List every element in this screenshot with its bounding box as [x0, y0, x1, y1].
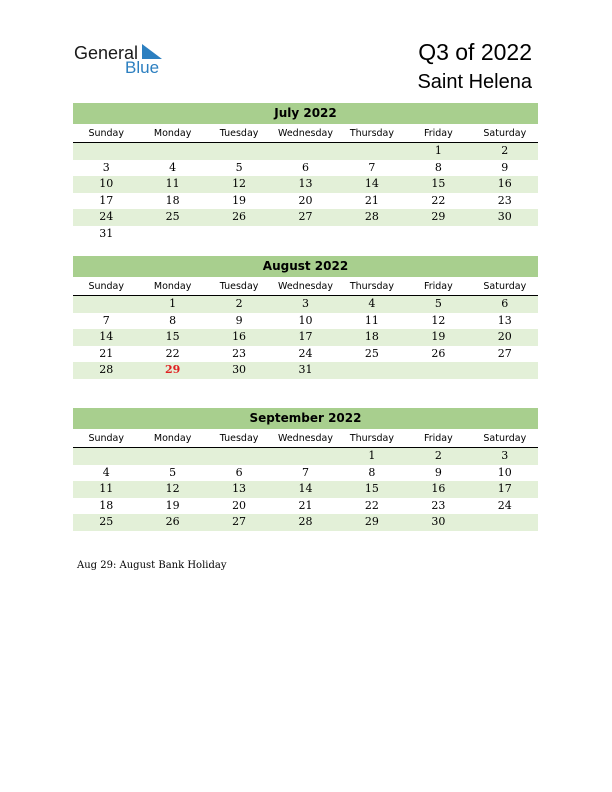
weekday-label: Tuesday — [219, 128, 259, 139]
weekday-header-row — [73, 278, 538, 296]
weekday-label: Thursday — [349, 433, 395, 444]
weekday-label: Tuesday — [219, 433, 259, 444]
day-cell: 9 — [235, 313, 243, 327]
day-cell: 3 — [102, 160, 110, 174]
day-cell: 22 — [165, 346, 180, 360]
weekday-label: Saturday — [483, 433, 527, 444]
empty-day-cell — [472, 226, 538, 243]
day-cell: 22 — [364, 498, 379, 512]
empty-day-cell — [272, 226, 338, 243]
weekday-label: Saturday — [483, 128, 527, 139]
day-cell: 2 — [235, 297, 243, 310]
weekday-label: Friday — [423, 433, 453, 444]
week-row — [73, 329, 538, 346]
day-cell: 25 — [99, 515, 114, 529]
day-cell: 23 — [497, 193, 512, 207]
logo-text-blue: Blue — [125, 58, 160, 77]
week-row — [73, 313, 538, 330]
day-cell: 17 — [99, 193, 114, 207]
week-row — [73, 143, 538, 160]
day-cell: 10 — [99, 177, 114, 191]
day-cell: 7 — [102, 313, 110, 327]
day-cell: 13 — [298, 177, 313, 191]
empty-day-cell — [339, 143, 405, 160]
day-cell: 21 — [298, 498, 313, 512]
day-cell: 23 — [431, 498, 446, 512]
day-cell: 27 — [497, 346, 512, 360]
empty-day-cell — [472, 362, 538, 379]
day-cell: 24 — [298, 346, 313, 360]
day-cell: 2 — [501, 144, 509, 157]
day-cell: 12 — [232, 177, 247, 191]
day-cell: 20 — [298, 193, 313, 207]
day-cell: 2 — [434, 449, 442, 462]
day-cell: 16 — [232, 330, 247, 344]
day-cell: 9 — [434, 465, 442, 479]
weekday-label: Monday — [153, 433, 192, 444]
day-cell: 22 — [431, 193, 446, 207]
day-cell: 24 — [99, 210, 114, 224]
day-cell: 29 — [364, 515, 379, 529]
week-row — [73, 296, 538, 313]
day-cell: 1 — [169, 297, 177, 310]
empty-day-cell — [73, 448, 139, 465]
week-row — [73, 498, 538, 515]
day-cell: 11 — [165, 177, 180, 191]
empty-day-cell — [472, 514, 538, 531]
day-cell: 4 — [102, 465, 110, 479]
week-row — [73, 346, 538, 363]
empty-day-cell — [206, 448, 272, 465]
day-cell: 19 — [431, 330, 446, 344]
day-cell: 29 — [431, 210, 446, 224]
day-cell: 16 — [431, 482, 446, 496]
weekday-label: Sunday — [88, 433, 124, 444]
week-row — [73, 209, 538, 226]
day-cell: 5 — [169, 465, 177, 479]
day-cell: 4 — [368, 297, 376, 310]
day-cell: 5 — [235, 160, 243, 174]
day-cell: 28 — [99, 363, 114, 377]
day-cell: 14 — [364, 177, 379, 191]
day-cell: 8 — [434, 160, 442, 174]
day-cell: 18 — [364, 330, 379, 344]
weekday-label: Wednesday — [277, 433, 333, 444]
day-cell: 28 — [298, 515, 313, 529]
day-cell: 27 — [298, 210, 313, 224]
day-cell: 27 — [232, 515, 247, 529]
day-cell: 13 — [232, 482, 247, 496]
day-cell: 31 — [298, 363, 313, 377]
weekday-label: Sunday — [88, 281, 124, 292]
week-row — [73, 514, 538, 531]
empty-day-cell — [272, 143, 338, 160]
day-cell: 30 — [431, 515, 446, 529]
day-cell: 7 — [368, 160, 376, 174]
day-cell: 30 — [497, 210, 512, 224]
day-cell: 19 — [165, 498, 180, 512]
holiday-note: Aug 29: August Bank Holiday — [77, 560, 227, 571]
weekday-label: Friday — [423, 128, 453, 139]
month-title: September 2022 — [73, 408, 538, 429]
weekday-label: Wednesday — [277, 128, 333, 139]
empty-day-cell — [139, 143, 205, 160]
week-row — [73, 226, 538, 243]
page-subtitle: Saint Helena — [417, 71, 532, 93]
day-cell: 21 — [364, 193, 379, 207]
day-cell: 9 — [501, 160, 509, 174]
day-cell: 14 — [99, 330, 114, 344]
week-row — [73, 176, 538, 193]
day-cell: 26 — [165, 515, 180, 529]
day-cell: 19 — [232, 193, 247, 207]
day-cell: 31 — [99, 226, 114, 240]
day-cell: 15 — [431, 177, 446, 191]
day-cell: 16 — [497, 177, 512, 191]
week-row — [73, 362, 538, 379]
day-cell: 20 — [232, 498, 247, 512]
month-calendar-july — [73, 103, 538, 243]
day-cell: 4 — [169, 160, 177, 174]
day-cell: 25 — [364, 346, 379, 360]
week-row — [73, 481, 538, 498]
empty-day-cell — [339, 226, 405, 243]
empty-day-cell — [73, 143, 139, 160]
weekday-label: Tuesday — [219, 281, 259, 292]
logo-text-general: General — [74, 43, 139, 63]
week-row — [73, 465, 538, 482]
empty-day-cell — [272, 448, 338, 465]
day-cell: 7 — [301, 465, 309, 479]
weekday-header-row — [73, 430, 538, 448]
day-cell: 29 — [164, 363, 181, 377]
day-cell: 6 — [301, 160, 309, 174]
day-cell: 11 — [99, 482, 114, 496]
day-cell: 20 — [497, 330, 512, 344]
day-cell: 23 — [232, 346, 247, 360]
week-row — [73, 448, 538, 465]
week-row — [73, 160, 538, 177]
day-cell: 6 — [235, 465, 243, 479]
weekday-label: Thursday — [349, 128, 395, 139]
brand-logo — [74, 42, 174, 78]
day-cell: 8 — [368, 465, 376, 479]
empty-day-cell — [405, 362, 471, 379]
day-cell: 3 — [501, 449, 509, 462]
day-cell: 12 — [165, 482, 180, 496]
page-title: Q3 of 2022 — [418, 39, 532, 65]
empty-day-cell — [405, 226, 471, 243]
empty-day-cell — [139, 226, 205, 243]
day-cell: 15 — [364, 482, 379, 496]
day-cell: 15 — [165, 330, 180, 344]
day-cell: 3 — [301, 297, 309, 310]
day-cell: 17 — [298, 330, 313, 344]
weekday-label: Monday — [153, 281, 192, 292]
day-cell: 17 — [497, 482, 512, 496]
week-row — [73, 193, 538, 210]
day-cell: 13 — [497, 313, 512, 327]
day-cell: 18 — [165, 193, 180, 207]
day-cell: 30 — [232, 363, 247, 377]
day-cell: 28 — [364, 210, 379, 224]
day-cell: 21 — [99, 346, 114, 360]
day-cell: 10 — [298, 313, 313, 327]
day-cell: 11 — [364, 313, 379, 327]
day-cell: 1 — [368, 449, 376, 462]
weekday-label: Monday — [153, 128, 192, 139]
day-cell: 8 — [169, 313, 177, 327]
day-cell: 14 — [298, 482, 313, 496]
weekday-label: Friday — [423, 281, 453, 292]
month-title: August 2022 — [73, 256, 538, 277]
month-title: July 2022 — [73, 103, 538, 124]
day-cell: 26 — [232, 210, 247, 224]
day-cell: 10 — [497, 465, 512, 479]
empty-day-cell — [73, 296, 139, 313]
month-calendar-september — [73, 408, 538, 531]
weekday-header-row — [73, 125, 538, 143]
weekday-label: Saturday — [483, 281, 527, 292]
empty-day-cell — [206, 226, 272, 243]
day-cell: 24 — [497, 498, 512, 512]
empty-day-cell — [206, 143, 272, 160]
month-calendar-august — [73, 256, 538, 379]
day-cell: 26 — [431, 346, 446, 360]
day-cell: 6 — [501, 297, 509, 310]
empty-day-cell — [139, 448, 205, 465]
day-cell: 12 — [431, 313, 446, 327]
day-cell: 18 — [99, 498, 114, 512]
day-cell: 5 — [434, 297, 442, 310]
weekday-label: Thursday — [349, 281, 395, 292]
day-cell: 25 — [165, 210, 180, 224]
weekday-label: Wednesday — [277, 281, 333, 292]
empty-day-cell — [339, 362, 405, 379]
day-cell: 1 — [434, 144, 442, 157]
weekday-label: Sunday — [88, 128, 124, 139]
